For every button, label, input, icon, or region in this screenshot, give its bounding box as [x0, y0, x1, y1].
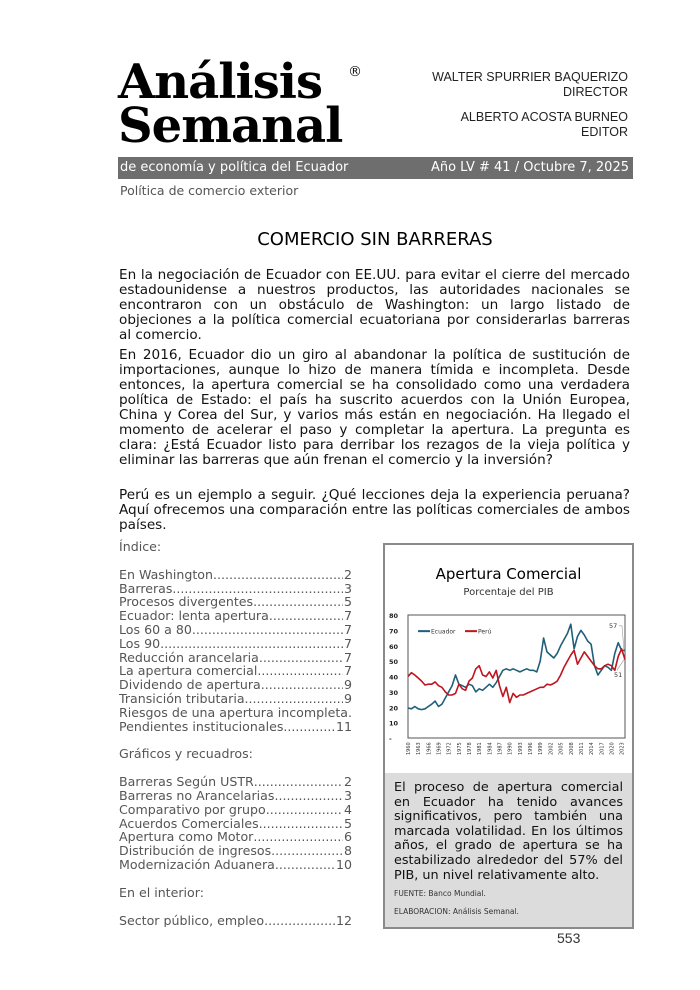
- toc-leader-dots: [271, 844, 343, 858]
- toc-label: Modernización Aduanera: [119, 857, 275, 872]
- toc-leader-dots: [254, 775, 343, 789]
- x-tick-label: 2020: [609, 742, 616, 755]
- toc-entry: [119, 595, 352, 609]
- x-tick-label: 1966: [426, 742, 433, 755]
- toc-label: Dividendo de apertura.: [119, 678, 265, 692]
- y-tick-label: 50: [389, 658, 399, 667]
- toc-leader-dots: [273, 609, 343, 623]
- toc-label: Acuerdos Comerciales: [119, 816, 259, 831]
- toc-page-number: 7: [343, 609, 352, 623]
- toc-page-number: 7: [343, 664, 352, 679]
- toc-leader-dots: [259, 817, 343, 831]
- toc-interior-entry: [119, 914, 352, 928]
- toc-leader-dots: [266, 803, 343, 817]
- toc-leader-dots: [257, 595, 343, 609]
- article-paragraph-3: Perú es un ejemplo a seguir. ¿Qué lecciones deja la experiencia peruana? Aquí ofrecemos una comparación entre las políticas comerciales de ambos países.: [119, 487, 630, 533]
- x-tick-label: 1981: [477, 742, 484, 755]
- toc-entry: [119, 637, 352, 651]
- toc-leader-dots: [261, 664, 343, 678]
- x-tick-label: 2002: [548, 742, 555, 755]
- toc-entry: [119, 623, 352, 637]
- masthead-logo: [118, 54, 368, 154]
- toc-chart-entry: [119, 789, 352, 803]
- toc-entry: [119, 609, 352, 623]
- toc-leader-dots: [287, 720, 335, 734]
- toc-label: Riesgos de una apertura incompleta.: [119, 705, 352, 720]
- x-tick-label: 1996: [528, 742, 535, 755]
- toc-entry: [119, 651, 352, 665]
- toc-label: Los 90.: [119, 636, 165, 651]
- toc-entry: [119, 568, 352, 582]
- toc-label: Barreras Según USTR: [119, 775, 254, 789]
- toc-page-number: 2: [343, 775, 352, 789]
- director-role: DIRECTOR: [562, 85, 628, 99]
- y-tick-label: 20: [389, 704, 399, 713]
- toc-label: Sector público, empleo: [119, 913, 265, 928]
- article-paragraph-1: En la negociación de Ecuador con EE.UU. para evitar el cierre del mercado estadounidense a nuestros productos, las autoridades nacionales se encontraron con un obstáculo de Washington: un largo listado de objeciones a la política comercial ecuatoriana por considerarlas barreras al comercio.: [119, 267, 630, 343]
- x-tick-label: 2017: [599, 742, 606, 755]
- toc-label: Procesos divergentes.: [119, 595, 258, 610]
- toc-page-number: 2: [343, 567, 352, 582]
- annotation-ecuador-57: 57: [609, 621, 618, 630]
- toc-page-number: 7: [343, 622, 352, 637]
- toc-entry: [119, 664, 352, 678]
- toc-label: La apertura comercial.: [119, 664, 262, 679]
- x-tick-label: 2008: [568, 742, 575, 755]
- toc-page-number: 5: [343, 816, 352, 831]
- toc-page-number: 4: [343, 802, 352, 817]
- toc-page-number: 11: [335, 719, 352, 734]
- toc-label: Distribución de ingresos: [119, 844, 272, 858]
- legend-label-peru: Perú: [478, 628, 492, 636]
- toc-label: Ecuador: lenta apertura.: [119, 609, 273, 623]
- index-heading: Índice:: [119, 539, 162, 554]
- toc-page-number: 10: [335, 857, 352, 872]
- toc-label: Reducción arancelaria.: [119, 650, 263, 665]
- staff-credits: [432, 70, 628, 140]
- y-tick-label: 40: [389, 673, 399, 682]
- charts-heading: Gráficos y recuadros:: [119, 746, 253, 762]
- toc-label: Barreras no Arancelarias: [119, 788, 275, 803]
- y-tick-label: 10: [389, 719, 399, 728]
- x-tick-label: 2023: [619, 742, 626, 755]
- toc-label: Apertura como Motor: [119, 830, 254, 845]
- toc-label: Transición tributaria.: [119, 691, 249, 706]
- y-tick-label: 80: [389, 612, 399, 620]
- toc-entry: [119, 678, 352, 692]
- toc-label: Pendientes institucionales.: [119, 719, 288, 734]
- toc-page-number: 3: [343, 788, 352, 803]
- toc-page-number: 3: [343, 581, 352, 596]
- toc-leader-dots: [263, 651, 343, 665]
- interior-heading: En el interior:: [119, 884, 204, 900]
- toc-entry: [119, 720, 352, 734]
- toc-label: Barreras.: [119, 581, 177, 596]
- y-tick-label: -: [389, 735, 392, 743]
- chart-source: FUENTE: Banco Mundial.: [394, 889, 486, 898]
- toc-chart-entry: [119, 858, 352, 872]
- toc-label: Comparativo por grupo: [119, 802, 266, 817]
- toc-leader-dots: [253, 830, 343, 844]
- toc-page-number: 6: [343, 830, 352, 845]
- x-tick-label: 2014: [589, 742, 596, 755]
- x-tick-label: 1975: [456, 742, 463, 755]
- y-tick-label: 70: [389, 627, 399, 636]
- tagline: de economía y política del Ecuador: [120, 160, 349, 175]
- toc-label: Los 60 a 80.: [119, 622, 196, 637]
- x-tick-label: 2011: [578, 742, 585, 755]
- page-number: 553: [557, 930, 581, 946]
- toc-page-number: 9: [343, 678, 352, 692]
- x-tick-label: 1990: [507, 742, 514, 755]
- section-label: Política de comercio exterior: [120, 183, 299, 198]
- chart-note-panel: [385, 773, 632, 927]
- toc-leader-dots: [274, 789, 343, 803]
- legend-label-ecuador: Ecuador: [431, 628, 456, 636]
- issue-info: Año LV # 41 / Octubre 7, 2025: [430, 160, 629, 175]
- x-tick-label: 1984: [487, 742, 494, 755]
- toc-chart-entry: [119, 775, 352, 789]
- toc-entry: [119, 582, 352, 596]
- logo-line-1: Análisis: [118, 54, 322, 110]
- x-tick-label: 1969: [436, 742, 443, 755]
- x-tick-label: 1978: [467, 742, 474, 755]
- toc-leader-dots: [249, 692, 343, 706]
- toc-leader-dots: [217, 568, 343, 582]
- chart-subtitle: Porcentaje del PIB: [463, 587, 554, 598]
- toc-leader-dots: [164, 637, 343, 651]
- editor-name: ALBERTO ACOSTA BURNEO: [460, 110, 628, 124]
- toc-chart-entry: [119, 844, 352, 858]
- toc-label: En Washington.: [119, 567, 217, 582]
- masthead-bar: [118, 157, 633, 179]
- toc-leader-dots: [275, 858, 335, 872]
- toc-chart-entry: [119, 803, 352, 817]
- article-paragraph-2: En 2016, Ecuador dio un giro al abandonar la política de sustitución de importaciones, aunque lo hizo de manera tímida e incompleta. Desde entonces, la apertura comercial se ha consolidado como una verdadera política de Estado: el país ha suscrito acuerdos con la Unión Europea, China y Corea del Sur, y varios más están en negociación. Ha llegado el momento de acelerar el paso y completar la apertura. La pregunta es clara: ¿Está Ecuador listo para derribar los rezagos de la vieja política y eliminar las barreras que aún frenan el comercio y la inversión?: [119, 347, 630, 468]
- toc-page-number: 7: [343, 636, 352, 651]
- toc-leader-dots: [265, 678, 343, 692]
- x-tick-label: 1987: [497, 742, 504, 755]
- y-tick-label: 30: [389, 688, 399, 697]
- y-tick-label: 60: [389, 642, 399, 651]
- trade-openness-line-chart: [385, 605, 632, 773]
- x-tick-label: 1963: [416, 742, 423, 755]
- x-tick-label: 1960: [406, 742, 412, 755]
- toc-page-number: 5: [343, 595, 352, 610]
- x-tick-label: 2005: [558, 742, 565, 755]
- editor-role: EDITOR: [581, 125, 628, 139]
- table-of-contents: [119, 540, 352, 927]
- director-name: WALTER SPURRIER BAQUERIZO: [432, 70, 628, 84]
- toc-page-number: 8: [343, 844, 352, 858]
- article-title: COMERCIO SIN BARRERAS: [257, 229, 493, 250]
- annotation-peru-51: 51: [614, 670, 623, 679]
- x-tick-label: 1999: [538, 742, 545, 755]
- chart-note-text: El proceso de apertura comercial en Ecuador ha tenido avances significativos, pero también una marcada volatilidad. En los últimos años, el grado de apertura se ha estabilizado alrededor del 57% del PIB, un nivel relativamente alto.: [394, 780, 623, 883]
- chart-box: [383, 543, 634, 929]
- toc-entry: [119, 706, 352, 720]
- toc-leader-dots: [196, 623, 343, 637]
- toc-chart-entry: [119, 830, 352, 844]
- x-tick-label: 1972: [446, 742, 453, 755]
- chart-title: Apertura Comercial: [435, 565, 582, 583]
- x-tick-label: 1993: [517, 742, 524, 755]
- toc-page-number: 9: [343, 691, 352, 706]
- toc-chart-entry: [119, 817, 352, 831]
- toc-leader-dots: [264, 914, 335, 928]
- registered-mark-icon: ®: [348, 64, 362, 80]
- toc-leader-dots: [176, 582, 343, 596]
- logo-line-2: Semanal: [118, 98, 343, 154]
- chart-elaboration: ELABORACION: Análisis Semanal.: [394, 907, 519, 916]
- toc-entry: [119, 692, 352, 706]
- toc-page-number: 7: [343, 650, 352, 665]
- toc-page-number: 12: [335, 913, 352, 928]
